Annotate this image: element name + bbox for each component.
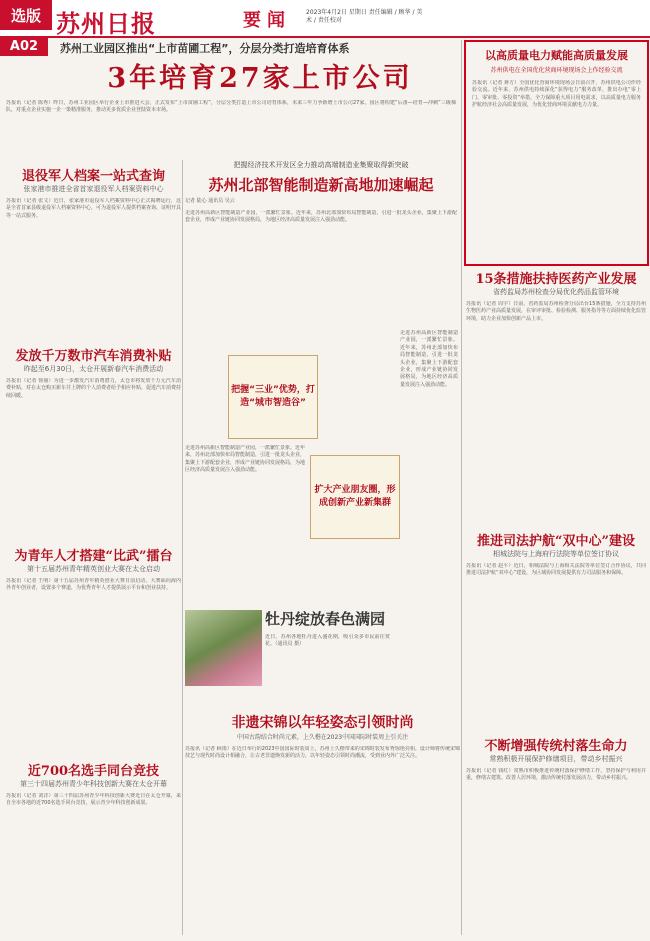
pull-quote-1: 把握“三业”优势，打造“城市智造谷” bbox=[228, 355, 318, 439]
bottom-body: 苏报讯（记者 顾雨）在近日举行的2023中国国际时装周上，苏州上久楷带来的宋锦时装发布秀惊艳亮相。设计师将传统宋锦技艺与现代时尚设计相融合，让古老非遗焕发新的活力，以年轻姿态引领时尚潮流，受到业内外广泛关注。 bbox=[185, 746, 460, 760]
lead-headline: 3年培育27家上市公司 bbox=[107, 63, 413, 94]
right-s2-body: 苏报讯（记者 赵平）近日，相城法院与上海相关法院等单位签订合作协议，共同推进司法护航“双中心”建设，为区域协同发展提供有力司法服务和保障。 bbox=[466, 563, 646, 577]
date-info: 2023年4月2日 星期日 责任编辑 / 顾华 / 美术 / 责任校对 bbox=[306, 9, 423, 24]
mid-headline: 苏州北部智能制造新高地加速崛起 bbox=[208, 176, 434, 194]
mid-kicker: 把握经济技术开发区全力推动高端制造业集聚取得新突破 bbox=[233, 161, 409, 169]
right-box-subtitle: 苏州供电在全国优化营商环境现场会上作经验交流 bbox=[490, 67, 623, 74]
column-divider bbox=[461, 40, 462, 935]
right-article-3 bbox=[466, 735, 646, 938]
left-s2-body: 苏报讯（记者 徐丽）为进一步激发汽车消费潜力，太仓市将发放千万元汽车消费补贴，对在太仓购买新车并上牌的个人消费者给予相应补贴，促进汽车消费持续回暖。 bbox=[6, 378, 181, 399]
bottom-title: 非遗宋锦以年轻姿态引领时尚 bbox=[231, 715, 414, 731]
right-s2-title: 推进司法护航“双中心”建设 bbox=[477, 534, 635, 549]
edition-tag: 选版 bbox=[0, 0, 52, 30]
photo-caption: 近日，苏州各地牡丹进入盛花期，吸引众多市民前往赏花。（通讯员 摄） bbox=[265, 634, 390, 648]
left-article-2 bbox=[6, 345, 181, 508]
section-name: 要闻 bbox=[243, 10, 291, 31]
left-s3-sub: 第十五届苏州青年精英创业大赛在太仓启动 bbox=[27, 565, 160, 573]
photo-caption-box bbox=[265, 610, 390, 695]
right-box-body: 苏报讯（记者 蒋方）全国优化营商环境现场会日前召开，苏州供电公司作经验交流。近年来，苏州供电持续深化“获得电力”服务改革，推出办电“零上门、零审批、零投资”举措，全力保障重大项目用电需求，以高质量电力服务护航经济社会高质量发展，为优化营商环境贡献电力力量。 bbox=[472, 80, 641, 109]
peony-photo bbox=[185, 610, 262, 686]
right-s1-sub: 省药监局苏州检查分局优化药品监管环境 bbox=[493, 288, 619, 296]
pull-quote-2: 扩大产业朋友圈，形成创新产业新集群 bbox=[310, 455, 400, 539]
left-s3-body: 苏报讯（记者 王明）第十五届苏州青年精英创业大赛日前启动，大赛面向海内外青年创业者，设置多个赛道，为优秀青年人才提供展示平台和创业扶持。 bbox=[6, 578, 181, 592]
newspaper-logo: 苏州日报 bbox=[56, 9, 156, 38]
left-article-1 bbox=[6, 165, 181, 318]
right-s2-sub: 相城法院与上海府行法院等单位签订协议 bbox=[493, 550, 619, 558]
right-s1-title: 15条措施扶持医药产业发展 bbox=[475, 272, 637, 287]
left-s1-title: 退役军人档案一站式查询 bbox=[21, 169, 165, 184]
left-article-3 bbox=[6, 545, 181, 728]
left-s4-body: 苏报讯（记者 刘洋）第三十四届苏州青少年科技创新大赛近日在太仓开幕，来自全市各地的近700名选手同台竞技，展示青少年科技创新成果。 bbox=[6, 793, 181, 807]
bottom-article bbox=[185, 712, 460, 936]
mid-feature-header bbox=[185, 160, 457, 204]
left-s2-title: 发放千万数市汽车消费补贴 bbox=[15, 349, 172, 364]
left-s3-title: 为青年人才搭建“比武”擂台 bbox=[14, 549, 173, 564]
left-s4-sub: 第三十四届苏州青少年科技创新大赛在太仓开幕 bbox=[20, 780, 167, 788]
right-s3-title: 不断增强传统村落生命力 bbox=[484, 739, 628, 754]
right-s3-body: 苏报讯（记者 钱红）常熟市积极推进传统村落保护修缮工作，坚持保护与利用并重，修缮古建筑、改善人居环境，激活传统村落发展活力，带动乡村振兴。 bbox=[466, 768, 646, 782]
photo-title: 牡丹绽放春色满园 bbox=[265, 610, 386, 628]
right-s1-body: 苏报讯（记者 周宇）日前，省药监局苏州检查分局出台15条措施，全力支持苏州生物医药产业高质量发展，在审评审批、检验检测、服务指导等方面持续优化监管环境，助力企业加快创新产品上市。 bbox=[466, 301, 646, 322]
column-divider bbox=[182, 160, 183, 935]
mid-body-3: 走进苏州高新区智能制造产业园，一派繁忙景象。近年来，苏州北部加快布局智能制造，引进一批龙头企业，集聚上下游配套企业，形成产业链协同发展格局，为地区经济高质量发展注入强劲动能。 bbox=[400, 330, 458, 388]
left-s1-sub: 张家港市推进全省首家退役军人档案资料中心 bbox=[23, 185, 164, 193]
lead-body: 苏报讯（记者 陈秀）昨日，苏州工业园区举行企业上市推进大会，正式发布“上市苗圃工程”，分层分类打造上市公司培育体系，未来三年力争新增上市公司27家。园区将构建“后备—培育—冲刺”三级梯队，对重点企业实施一企一策精准服务，推动更多优质企业登陆资本市场。 bbox=[6, 100, 456, 114]
mid-byline: 记者 陆心 通讯员 吴云 bbox=[185, 198, 235, 204]
left-s1-body: 苏报讯（记者 张文）近日，张家港市退役军人档案资料中心正式揭牌运行，这是全省首家县级退役军人档案资料中心，可为退役军人提供档案查询、证明开具等一站式服务。 bbox=[6, 198, 181, 219]
right-s3-sub: 常熟积极开展保护修缮项目，带动乡村振兴 bbox=[489, 755, 623, 763]
left-article-4 bbox=[6, 760, 181, 923]
featured-article-box bbox=[464, 40, 649, 266]
right-article-2 bbox=[466, 530, 646, 728]
left-s2-sub: 昨起至6月30日，太仓开展新春汽车消费活动 bbox=[23, 365, 164, 373]
right-article-1 bbox=[466, 268, 646, 526]
right-box-title: 以高质量电力赋能高质量发展 bbox=[485, 49, 628, 62]
lead-kicker: 苏州工业园区推出“上市苗圃工程”，分层分类打造培育体系 bbox=[60, 42, 350, 55]
bottom-subtitle: 中国古韵结合时尚元素，上久楷在2023中国国际时装周上引关注 bbox=[236, 734, 409, 741]
mid-body-1: 走进苏州高新区智能制造产业园，一派繁忙景象。近年来，苏州北部加快布局智能制造，引进一批龙头企业，集聚上下游配套企业，形成产业链协同发展格局，为地区经济高质量发展注入强劲动能。 bbox=[185, 210, 457, 224]
left-s4-title: 近700名选手同台竞技 bbox=[27, 764, 160, 779]
page-number: A02 bbox=[0, 36, 48, 56]
mid-body-2: 走进苏州高新区智能制造产业园，一派繁忙景象。近年来，苏州北部加快布局智能制造，引进一批龙头企业，集聚上下游配套企业，形成产业链协同发展格局，为地区经济高质量发展注入强劲动能。 bbox=[185, 445, 305, 474]
